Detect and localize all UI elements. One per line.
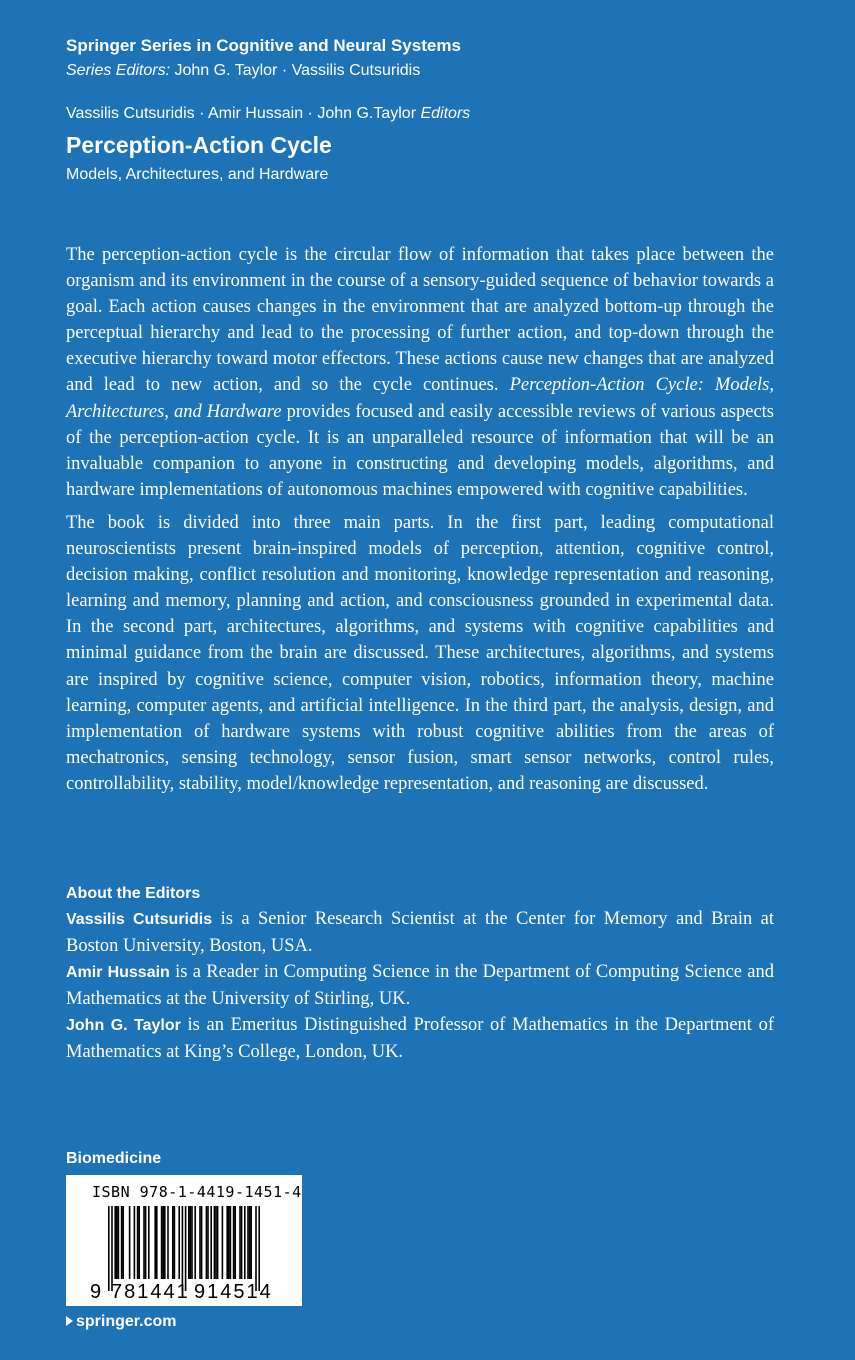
blurb-p1-text: The perception-action cycle is the circular flow of information that takes place between the organism and its environment in the course of a sensory-guided sequence of behavior towards a goal. Each action causes changes in the environment that are analyzed bottom-up through the perceptual hierarchy and lead to the processing of further action, and top-down through the executive hierarchy toward motor effectors. These actions cause new changes that are analyzed and lead to new action, and so the cycle continues. — [66, 245, 774, 396]
book-title: Perception-Action Cycle — [66, 132, 332, 158]
series-editors: John G. Taylor · Vassilis Cutsuridis — [174, 62, 421, 79]
barcode-bar — [249, 1206, 251, 1279]
book-editors-label: Editors — [420, 105, 471, 122]
book-subtitle: Models, Architectures, and Hardware — [66, 166, 329, 183]
barcode-bar — [134, 1206, 136, 1279]
barcode-bar — [201, 1206, 203, 1279]
website-text: springer.com — [76, 1313, 177, 1330]
barcode-bar — [188, 1206, 190, 1279]
editor-bio-3 — [66, 1012, 774, 1065]
barcode — [66, 1175, 302, 1306]
barcode-bar — [214, 1206, 216, 1279]
barcode-bar — [161, 1206, 163, 1279]
barcode-bar — [121, 1206, 123, 1279]
series-title: Springer Series in Cognitive and Neural Systems — [66, 36, 461, 55]
arrow-right-icon — [66, 1316, 73, 1326]
barcode-bar — [190, 1206, 192, 1279]
blurb-p1-book-title: Perception-Action Cycle: Models, Architectures, and Hardware — [66, 375, 775, 422]
editor-name-2: Amir Hussain — [66, 964, 170, 982]
barcode-bar — [233, 1206, 235, 1279]
barcode-bar — [244, 1206, 246, 1279]
about-editors — [66, 882, 774, 1066]
barcode-bar — [129, 1206, 131, 1279]
editor-name-3: John G. Taylor — [66, 1017, 181, 1035]
barcode-bar — [222, 1206, 224, 1279]
barcode-bar — [167, 1206, 169, 1279]
barcode-bar — [143, 1206, 145, 1279]
subject-label: Biomedicine — [66, 1150, 162, 1167]
barcode-bar — [239, 1206, 241, 1279]
editor-bio-text-3: is an Emeritus Distinguished Professor of Mathematics in the Department of Mathematics at King’s College, London, UK. — [66, 1015, 775, 1063]
barcode-bar — [138, 1206, 140, 1279]
barcode-bar — [250, 1206, 252, 1279]
barcode-bar — [148, 1206, 150, 1279]
barcode-bar — [217, 1206, 219, 1279]
series-block — [66, 33, 826, 83]
blurb-p1-text-end: provides focused and easily accessible reviews of various aspects of the perception-action cycle. It is an unparalleled resource of information that will be an invaluable companion to anyone in constructing and developing models, algorithms, and hardware implementations of autonomous machines empowered with cognitive capabilities. — [66, 401, 775, 500]
barcode-bar — [206, 1206, 208, 1279]
barcode-bar — [164, 1206, 166, 1279]
barcode-bar — [247, 1206, 249, 1279]
blurb-paragraph-2: The book is divided into three main parts. In the first part, leading computational neuroscientists present brain-inspired models of perception, attention, cognitive control, decision making, conflict resolution and monitoring, knowledge representation and reasoning, learning and memory, planning and action, and consciousness grounded in experimental data. In the second part, architectures, algorithms, and systems with cognitive capabilities and minimal guidance from the brain are discussed. These architectures, algorithms, and systems are inspired by cognitive science, computer vision, robotics, information theory, machine learning, computer agents, and artificial intelligence. In the third part, the analysis, design, and implementation of hardware systems with robust cognitive abilities from the areas of mechatronics, sensing technology, sensor fusion, smart sensor networks, control rules, controllability, stability, model/knowledge representation, and reasoning are discussed. — [66, 512, 774, 794]
editor-bio-1 — [66, 906, 774, 959]
ean-first-digit: 9 — [90, 1281, 102, 1303]
barcode-bar — [230, 1206, 232, 1279]
book-editors: Vassilis Cutsuridis · Amir Hussain · John G.Taylor — [66, 105, 417, 122]
barcode-bar — [234, 1206, 236, 1279]
barcode-bar — [118, 1206, 120, 1279]
editor-name-1: Vassilis Cutsuridis — [66, 911, 213, 928]
editor-bio-text-1: is a Senior Research Scientist at the Center for Memory and Brain at Boston University, Boston, USA. — [66, 909, 775, 957]
blurb-paragraph-1 — [66, 242, 774, 503]
barcode-bar — [162, 1206, 164, 1279]
barcode-bar — [178, 1206, 180, 1279]
barcode-bar — [156, 1206, 158, 1279]
barcode-bar — [172, 1206, 174, 1279]
website-link[interactable] — [66, 1310, 176, 1334]
ean-left-group: 781441 — [111, 1281, 190, 1303]
book-editors-line — [66, 102, 826, 126]
barcode-bar — [191, 1206, 193, 1279]
barcode-bar — [145, 1206, 147, 1279]
series-editors-line — [66, 59, 826, 83]
barcode-bar — [194, 1206, 196, 1279]
about-heading: About the Editors — [66, 885, 201, 902]
barcode-bar — [137, 1206, 139, 1279]
barcode-bar — [116, 1206, 118, 1279]
barcode-bar — [207, 1206, 209, 1279]
barcode-bar — [154, 1206, 156, 1279]
barcode-bar — [210, 1206, 212, 1279]
series-editors-label: Series Editors: — [66, 62, 171, 79]
barcode-bar — [199, 1206, 201, 1279]
editor-bio-2 — [66, 959, 774, 1012]
barcode-bar — [122, 1206, 124, 1279]
barcode-bar — [114, 1206, 116, 1279]
ean-digits — [66, 1279, 302, 1305]
barcode-bar — [241, 1206, 243, 1279]
book-block — [66, 102, 826, 187]
barcode-bar — [228, 1206, 230, 1279]
barcode-bar — [215, 1206, 217, 1279]
blurb — [66, 242, 774, 797]
barcode-bar — [174, 1206, 176, 1279]
barcode-bar — [226, 1206, 228, 1279]
isbn-label: ISBN 978-1-4419-1451-4 — [92, 1183, 302, 1201]
ean-right-group: 914514 — [194, 1281, 273, 1303]
editor-bio-text-2: is a Reader in Computing Science in the Department of Computing Science and Mathematics at the University of Stirling, UK. — [66, 962, 774, 1010]
